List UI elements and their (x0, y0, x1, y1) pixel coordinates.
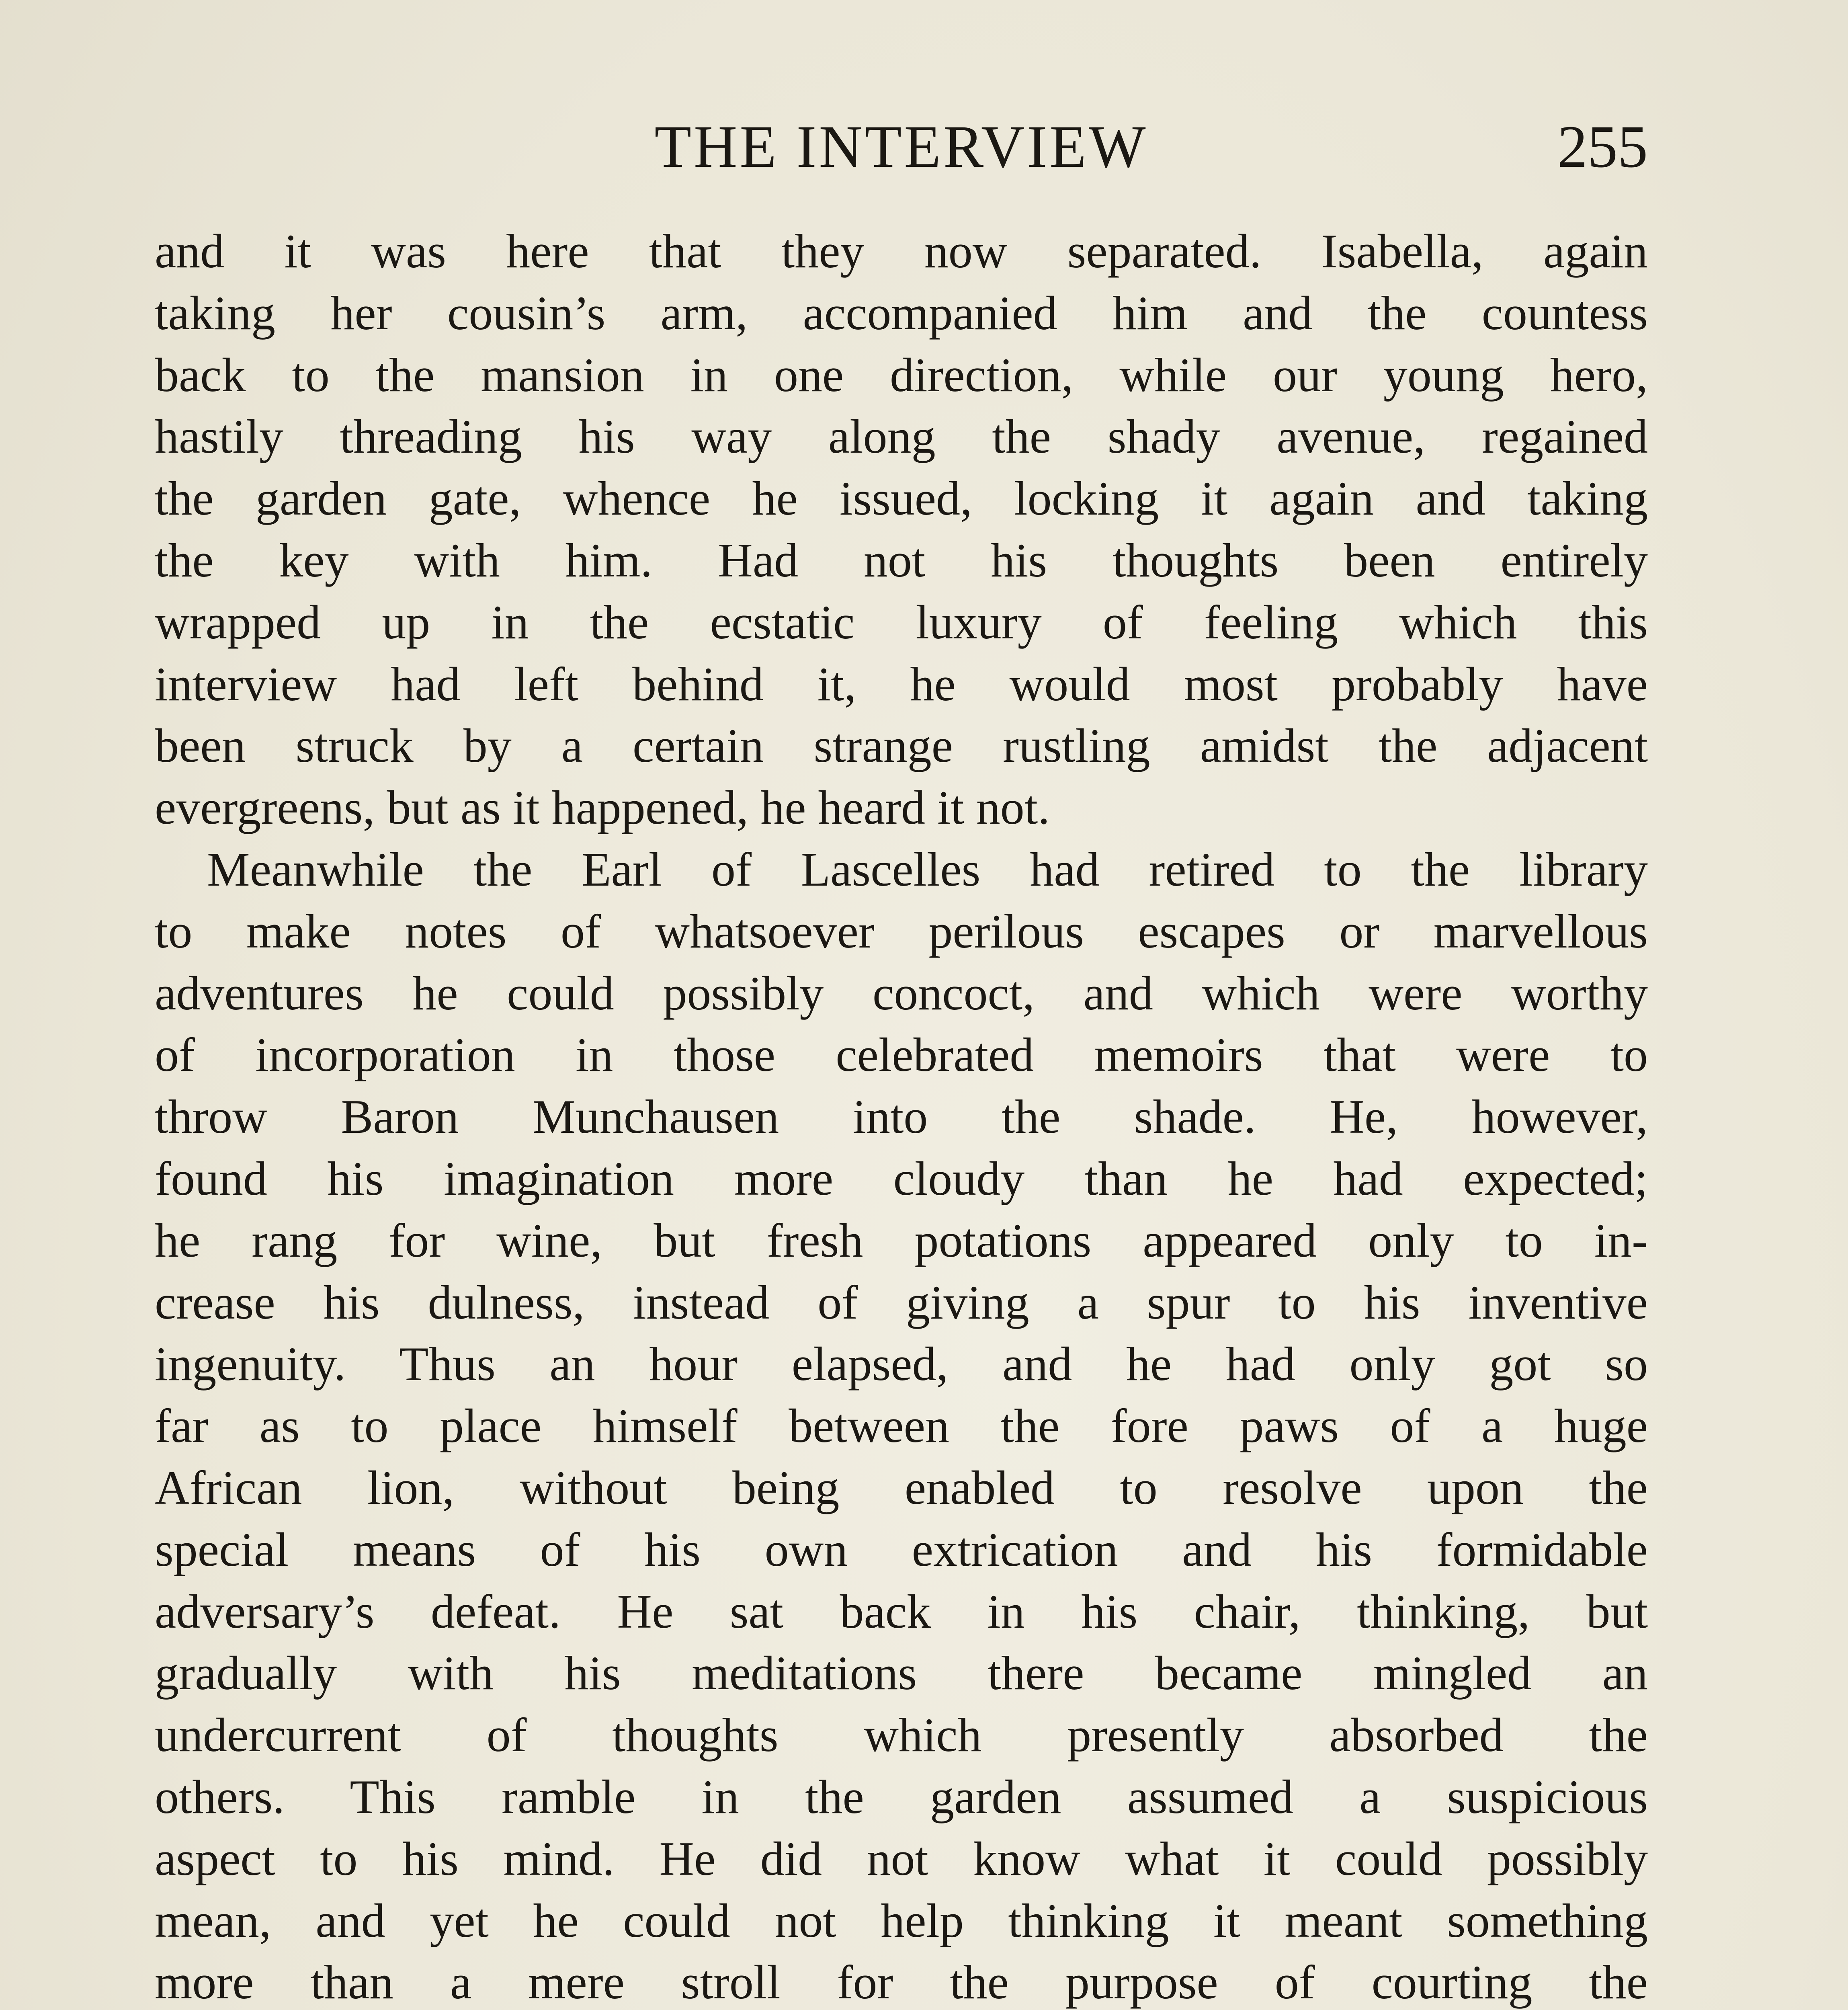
text-line: crease his dulness, instead of giving a spur to his inventive (155, 1275, 1648, 1329)
text-line: adversary’s defeat. He sat back in his chair, thinking, but (155, 1584, 1648, 1638)
text-line: undercurrent of thoughts which presently absorbed the (155, 1708, 1648, 1762)
text-line: aspect to his mind. He did not know what it could possibly (155, 1832, 1648, 1885)
text-line: found his imagination more cloudy than he had expected; (155, 1151, 1648, 1205)
text-line: evergreens, but as it happened, he heard it not. (155, 781, 1050, 835)
text-line: wrapped up in the ecstatic luxury of feeling which this (155, 595, 1648, 649)
text-line: interview had left behind it, he would most probably have (155, 657, 1648, 711)
text-line: to make notes of whatsoever perilous escapes or marvellous (155, 904, 1648, 958)
body-text (155, 220, 1648, 2010)
text-line: he rang for wine, but fresh potations appeared only to in- (155, 1213, 1648, 1267)
text-line: gradually with his meditations there became mingled an (155, 1646, 1648, 1700)
text-line: mean, and yet he could not help thinking it meant something (155, 1893, 1648, 1947)
text-line: taking her cousin’s arm, accompanied him and the countess (155, 286, 1648, 340)
paragraph-1 (155, 220, 1648, 839)
text-line: and it was here that they now separated. Isabella, again (155, 224, 1648, 278)
paragraph-2 (155, 839, 1648, 2010)
text-line: Meanwhile the Earl of Lascelles had retired to the library (207, 842, 1648, 896)
text-line: back to the mansion in one direction, while our young hero, (155, 348, 1648, 402)
text-line: far as to place himself between the fore paws of a huge (155, 1399, 1648, 1453)
text-line: throw Baron Munchausen into the shade. He, however, (155, 1090, 1648, 1144)
text-line: hastily threading his way along the shady avenue, regained (155, 410, 1648, 464)
text-line: others. This ramble in the garden assumed a suspicious (155, 1770, 1648, 1823)
text-line: special means of his own extrication and his formidable (155, 1522, 1648, 1576)
text-line: been struck by a certain strange rustling amidst the adjacent (155, 719, 1648, 773)
text-line: ingenuity. Thus an hour elapsed, and he had only got so (155, 1337, 1648, 1391)
text-line: more than a mere stroll for the purpose of courting the (155, 1955, 1648, 2009)
text-line: of incorporation in those celebrated memoirs that were to (155, 1028, 1648, 1082)
text-line: adventures he could possibly concoct, and which were worthy (155, 966, 1648, 1020)
page-number: 255 (1557, 113, 1648, 180)
text-line: African lion, without being enabled to resolve upon the (155, 1460, 1648, 1514)
text-line: the key with him. Had not his thoughts been entirely (155, 533, 1648, 587)
text-line: the garden gate, whence he issued, locking it again and taking (155, 472, 1648, 525)
running-head: THE INTERVIEW (654, 113, 1148, 180)
page-header (155, 107, 1648, 187)
